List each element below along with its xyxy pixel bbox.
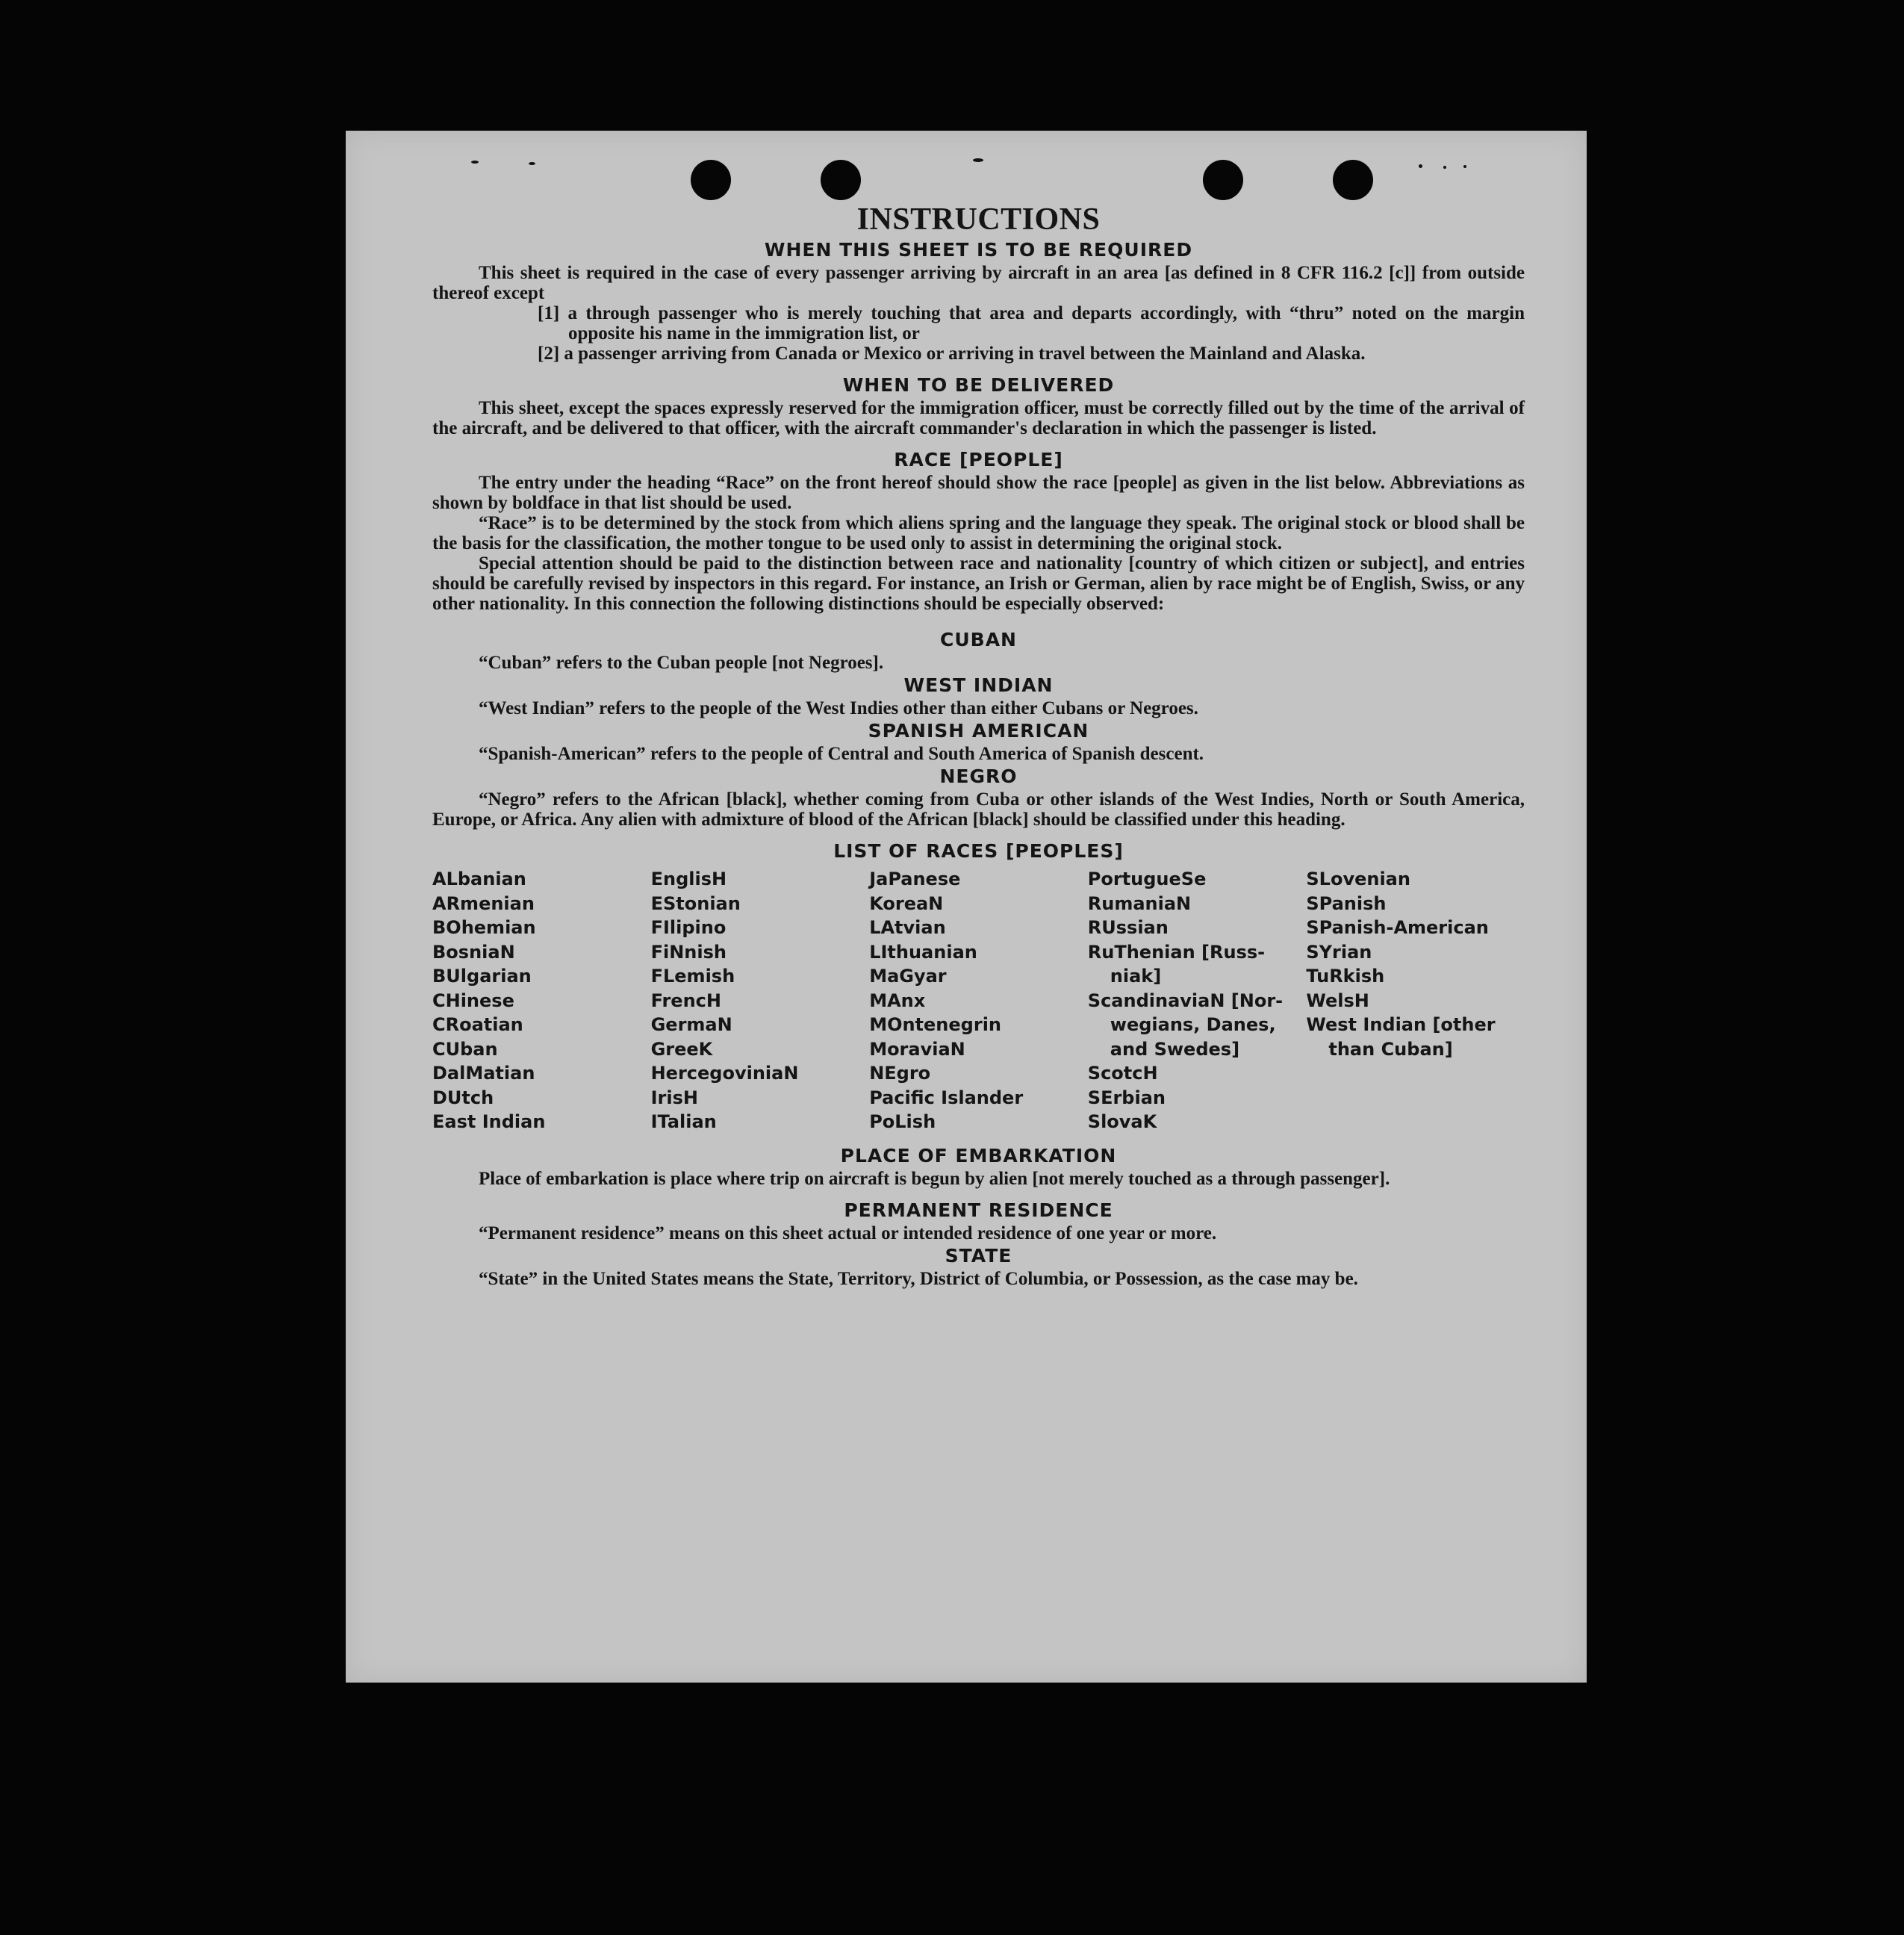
race-item: MaGyar	[869, 966, 947, 987]
heading-state: STATE	[945, 1244, 1012, 1267]
required-item-2: [2] a passenger arriving from Canada or Mexico or arriving in travel between the Mainland and Alaska.	[538, 344, 1366, 364]
punch-hole	[1333, 160, 1373, 200]
race-item: SlovaK	[1087, 1111, 1157, 1132]
race-item: and Swedes]	[1110, 1038, 1240, 1060]
race-item: ScandinaviaN [Nor-	[1087, 990, 1284, 1011]
race-item: BUlgarian	[432, 966, 532, 987]
speck	[1419, 164, 1422, 168]
speck	[1463, 165, 1466, 168]
heading-when-delivered: WHEN TO BE DELIVERED	[842, 374, 1115, 396]
race-item: BosniaN	[432, 941, 515, 963]
race-item: ScotcH	[1087, 1063, 1158, 1084]
speck	[1443, 166, 1446, 169]
heading-permanent-residence: PERMANENT RESIDENCE	[844, 1199, 1113, 1221]
races-column-1	[432, 867, 651, 1134]
race-item: NEgro	[869, 1063, 931, 1084]
heading-spanish-american: SPANISH AMERICAN	[868, 720, 1089, 742]
race-item: FrencH	[650, 990, 721, 1011]
race-item: wegians, Danes,	[1110, 1014, 1276, 1035]
race-item: Pacific Islander	[869, 1087, 1024, 1108]
speck	[973, 158, 983, 162]
race-item: LAtvian	[869, 917, 946, 938]
race-item: SLovenian	[1306, 869, 1410, 889]
race-paragraph-3: Special attention should be paid to the distinction between race and nationality [country of which citizen or subject], and entries should be carefully revised by inspectors in this regard. For instance, an Irish or German, alien by race might be of English, Swiss, or any other nationality. In this connection the following distinctions should be especially observed:	[432, 553, 1525, 614]
heading-negro: NEGRO	[939, 765, 1018, 787]
race-item: East Indian	[432, 1111, 546, 1132]
heading-place-of-embarkation: PLACE OF EMBARKATION	[840, 1144, 1117, 1167]
race-item: TuRkish	[1306, 966, 1385, 987]
race-item: niak]	[1110, 966, 1162, 987]
spanish-american-text: “Spanish-American” refers to the people of Central and South America of Spanish descent.	[479, 744, 1204, 764]
race-item: DalMatian	[432, 1063, 535, 1084]
cuban-text: “Cuban” refers to the Cuban people [not Negroes].	[479, 653, 884, 673]
punch-hole	[691, 160, 731, 200]
race-item: CHinese	[432, 990, 514, 1011]
required-intro: This sheet is required in the case of every passenger arriving by aircraft in an area [as defined in 8 CFR 116.2 [c]] from outside thereof except	[432, 263, 1525, 303]
punch-hole	[821, 160, 861, 200]
race-item: DUtch	[432, 1087, 494, 1108]
heading-west-indian: WEST INDIAN	[903, 674, 1054, 696]
race-paragraph-1: The entry under the heading “Race” on the front hereof should show the race [people] as given in the list below. Abbreviations as shown by boldface in that list should be used.	[432, 473, 1525, 513]
race-item: MoraviaN	[869, 1038, 965, 1060]
page-title: INSTRUCTIONS	[856, 202, 1101, 237]
heading-when-required: WHEN THIS SHEET IS TO BE REQUIRED	[764, 239, 1193, 261]
document-sheet	[346, 131, 1587, 1683]
race-item: LIthuanian	[869, 941, 977, 963]
race-item: HercegoviniaN	[650, 1063, 799, 1084]
race-item: ITalian	[650, 1111, 717, 1132]
race-item: BOhemian	[432, 917, 536, 938]
speck	[529, 162, 535, 165]
race-item: SPanish	[1306, 892, 1387, 914]
required-item-1: [1] a through passenger who is merely touching that area and departs accordingly, with “thru” noted on the margin opposite his name in the immigration list, or	[538, 303, 1525, 344]
race-item: GermaN	[650, 1014, 732, 1035]
race-item: PoLish	[869, 1111, 936, 1132]
race-item: IrisH	[650, 1087, 698, 1108]
races-column-3	[869, 867, 1088, 1134]
race-item: CUban	[432, 1038, 498, 1060]
race-item: than Cuban]	[1328, 1038, 1453, 1060]
race-item: ALbanian	[432, 869, 526, 889]
embarkation-text: Place of embarkation is place where trip on aircraft is begun by alien [not merely touched as a through passenger].	[479, 1168, 1390, 1189]
negro-text: “Negro” refers to the African [black], whether coming from Cuba or other islands of the West Indies, North or South America, Europe, or Africa. Any alien with admixture of blood of the African [black] should be classified under this heading.	[432, 789, 1525, 830]
race-item: MOntenegrin	[869, 1014, 1001, 1035]
delivered-text: This sheet, except the spaces expressly reserved for the immigration officer, must be correctly filled out by the time of the arrival of the aircraft, and be delivered to that officer, with the aircraft commander's declaration in which the passenger is listed.	[432, 398, 1525, 438]
race-item: JaPanese	[869, 869, 961, 889]
races-list	[432, 867, 1525, 1134]
race-item: SErbian	[1087, 1087, 1166, 1108]
residence-text: “Permanent residence” means on this sheet actual or intended residence of one year or more.	[479, 1223, 1217, 1243]
race-item: RumaniaN	[1087, 892, 1192, 914]
west-indian-text: “West Indian” refers to the people of the West Indies other than either Cubans or Negroes.	[479, 698, 1198, 718]
race-item: MAnx	[869, 990, 926, 1011]
race-item: SYrian	[1306, 941, 1372, 963]
race-item: GreeK	[650, 1038, 713, 1060]
race-item: FiNnish	[650, 941, 727, 963]
race-item: SPanish-American	[1306, 917, 1489, 938]
race-item: West Indian [other	[1306, 1014, 1496, 1035]
heading-cuban: CUBAN	[940, 629, 1017, 650]
race-item: RUssian	[1087, 917, 1169, 938]
race-paragraph-2: “Race” is to be determined by the stock from which aliens spring and the language they speak. The original stock or blood shall be the basis for the classification, the mother tongue to be used only to assist in determining the original stock.	[432, 513, 1525, 553]
race-item: WelsH	[1306, 990, 1369, 1011]
race-item: FLemish	[650, 966, 735, 987]
state-text: “State” in the United States means the State, Territory, District of Columbia, or Possession, as the case may be.	[479, 1268, 1358, 1289]
heading-list-of-races: LIST OF RACES [PEOPLES]	[833, 840, 1124, 862]
race-item: ARmenian	[432, 892, 535, 914]
race-item: CRoatian	[432, 1014, 523, 1035]
race-item: PortugueSe	[1087, 869, 1207, 889]
races-column-2	[651, 867, 870, 1134]
heading-race: RACE [PEOPLE]	[894, 449, 1063, 470]
instructions-content	[432, 202, 1525, 1289]
race-item: EnglisH	[650, 869, 727, 889]
races-column-5	[1306, 867, 1525, 1134]
speck	[471, 161, 479, 164]
races-column-4	[1088, 867, 1307, 1134]
race-item: RuThenian [Russ-	[1087, 941, 1266, 963]
race-item: KoreaN	[869, 892, 944, 914]
race-item: FIlipino	[650, 917, 727, 938]
race-item: EStonian	[650, 892, 741, 914]
punch-hole	[1203, 160, 1243, 200]
